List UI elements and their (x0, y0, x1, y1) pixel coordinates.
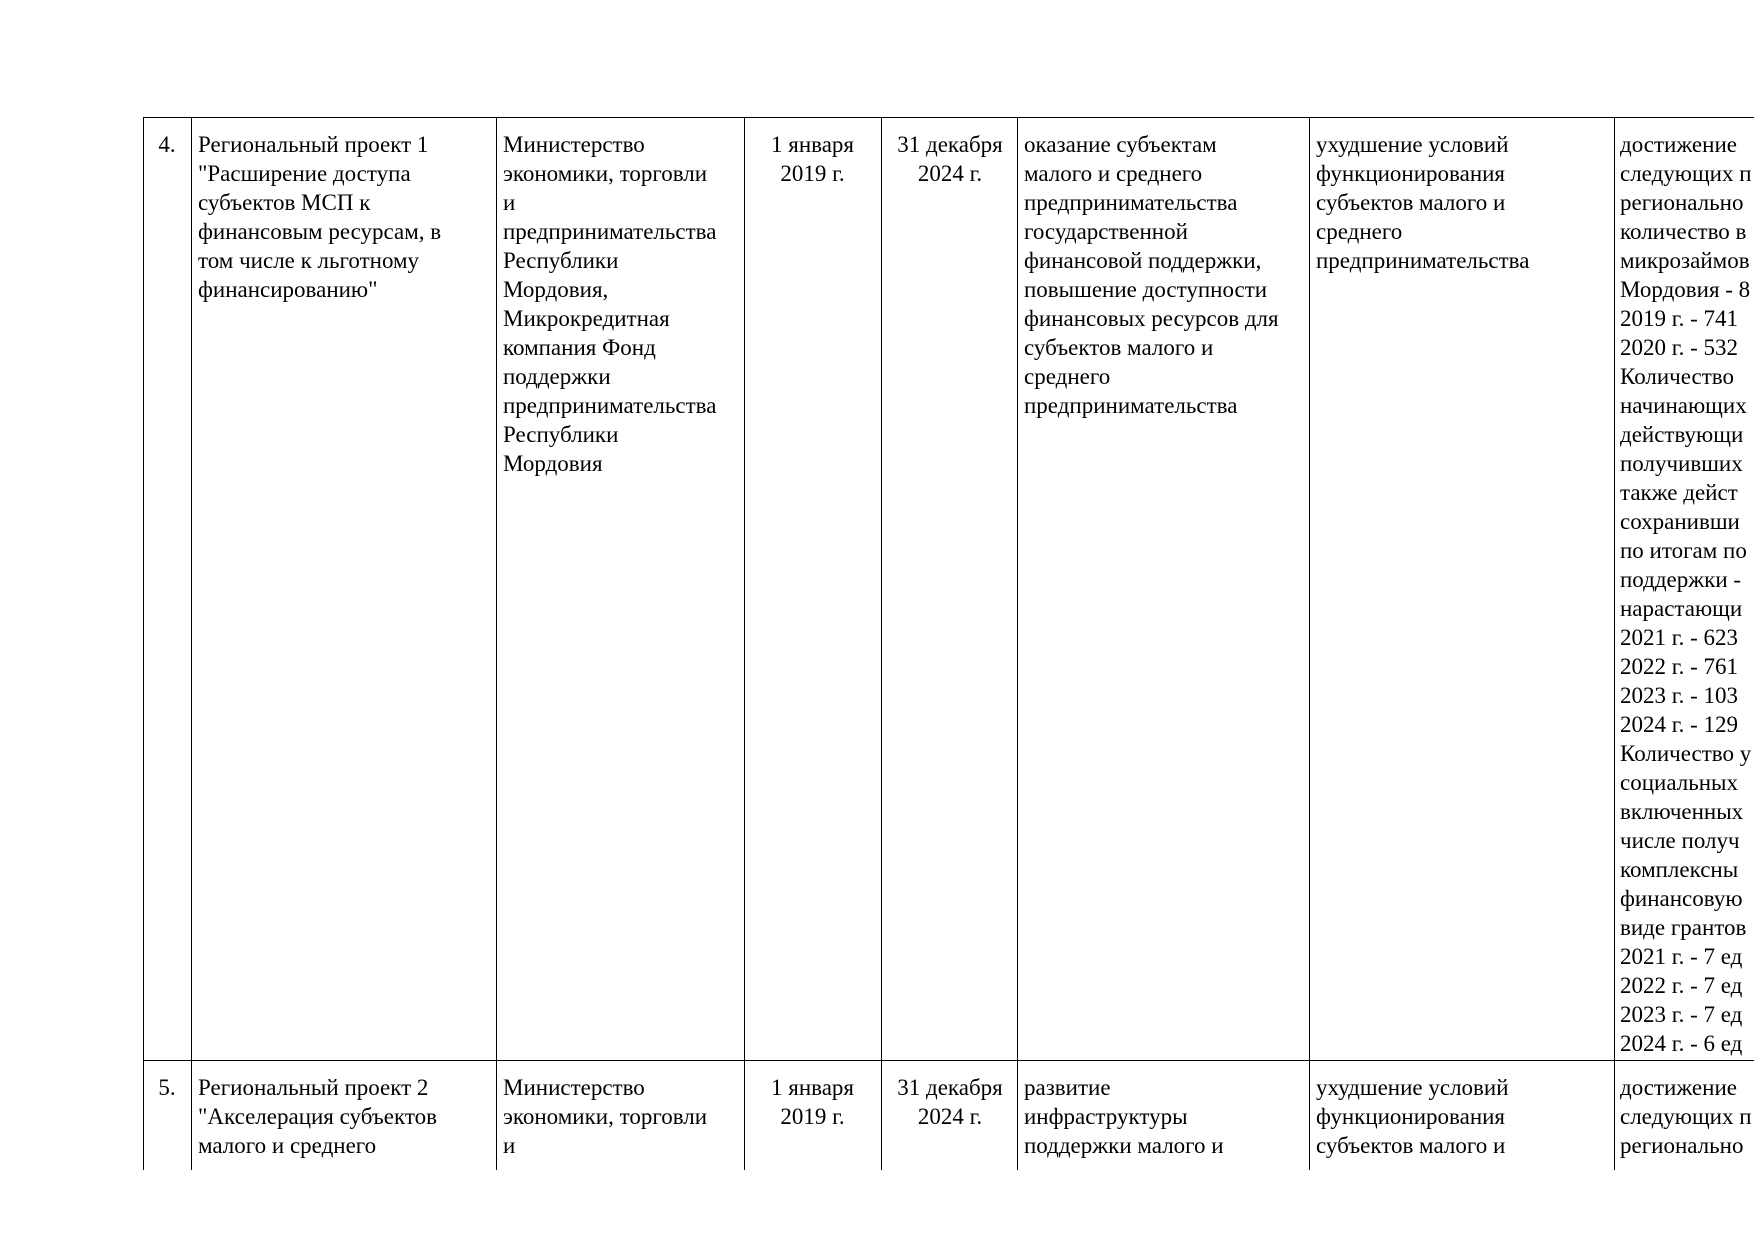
column-border (881, 117, 882, 1170)
program-table (143, 117, 1754, 1170)
end-date: 31 декабря 2024 г. (897, 1075, 1003, 1129)
table-top-border (143, 117, 1754, 118)
start-date: 1 января 2019 г. (771, 1075, 854, 1129)
indicators: достижение следующих п регионально количество в микрозаймов Мордовия - 8 2019 г. - 741 2020 г. - 532 Количество начинающих действующи получивших также дейст сохранивши по итогам по поддержки - нарастающи 2021 г. - 623 2022 г. - 761 2023 г. - 103 2024 г. - 129 Количество у социальных включенных числе получ комплексны финансовую виде грантов 2021 г. - 7 ед 2022 г. - 7 ед 2023 г. - 7 ед 2024 г. - 6 ед (1620, 132, 1752, 1056)
column-border (496, 117, 497, 1170)
expected-result: развитие инфраструктуры поддержки малого и (1024, 1075, 1224, 1158)
end-date: 31 декабря 2024 г. (897, 132, 1003, 186)
indicators: достижение следующих п регионально (1620, 1075, 1752, 1158)
column-border (1309, 117, 1310, 1170)
row-divider (143, 1060, 1754, 1061)
non-implementation-consequence: ухудшение условий функционирования субъектов малого и (1316, 1075, 1509, 1158)
expected-result: оказание субъектам малого и среднего предпринимательства государственной финансовой поддержки, повышение доступности финансовых ресурсов для субъектов малого и среднего предпринимательства (1024, 132, 1279, 418)
responsible-executor: Министерство экономики, торговли и (503, 1075, 708, 1158)
project-name: Региональный проект 1 "Расширение доступа субъектов МСП к финансовым ресурсам, в том числе к льготному финансированию" (198, 132, 442, 302)
column-border (1017, 117, 1018, 1170)
column-border (191, 117, 192, 1170)
start-date: 1 января 2019 г. (771, 132, 854, 186)
responsible-executor: Министерство экономики, торговли и предпринимательства Республики Мордовия, Микрокредитная компания Фонд поддержки предпринимательства Республики Мордовия (503, 132, 717, 476)
column-border (1614, 117, 1615, 1170)
non-implementation-consequence: ухудшение условий функционирования субъектов малого и среднего предпринимательства (1316, 132, 1530, 273)
column-border (744, 117, 745, 1170)
project-name: Региональный проект 2 "Акселерация субъектов малого и среднего (198, 1075, 437, 1158)
row-number: 4. (158, 132, 176, 157)
column-border (143, 117, 144, 1170)
row-number: 5. (158, 1075, 176, 1100)
